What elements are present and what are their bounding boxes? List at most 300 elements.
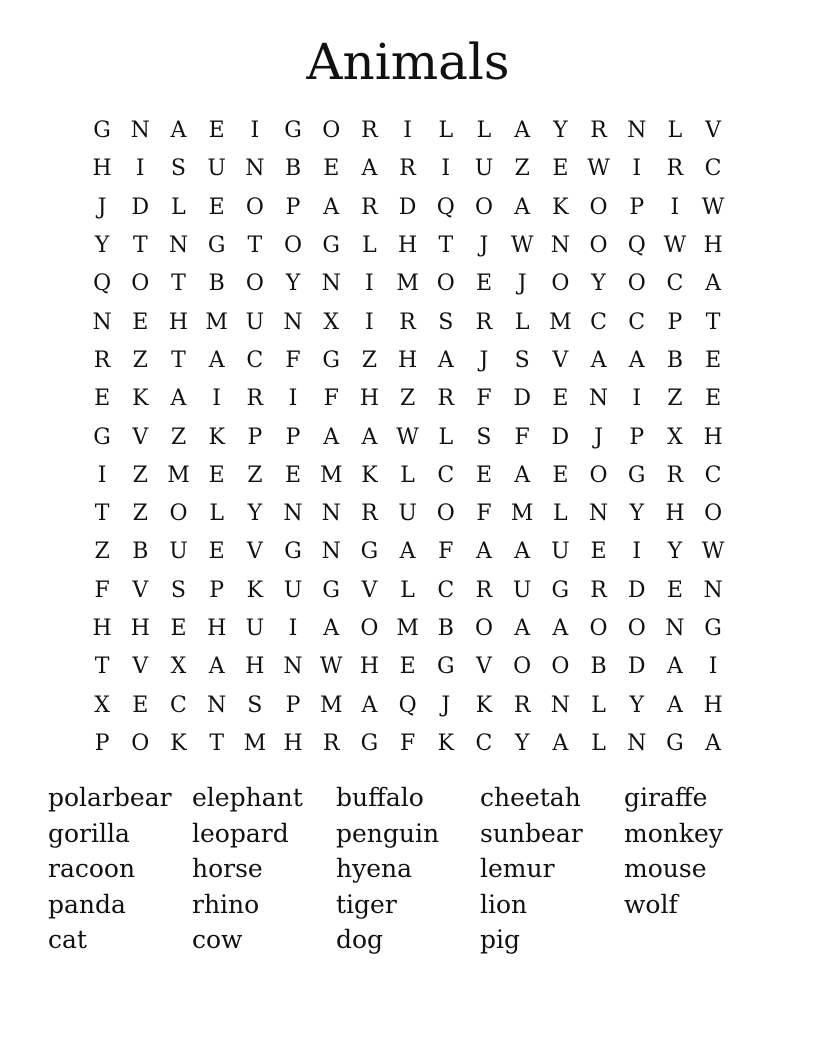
word-list-item: gorilla	[48, 818, 130, 848]
grid-letter: T	[705, 309, 721, 335]
grid-letter: I	[288, 386, 298, 412]
grid-letter: L	[362, 233, 377, 259]
grid-letter: O	[131, 271, 150, 297]
grid-letter: M	[167, 462, 190, 488]
grid-letter: H	[207, 616, 227, 641]
grid-letter: A	[590, 347, 607, 373]
grid-letter: A	[323, 424, 340, 450]
grid-letter: O	[245, 271, 264, 297]
grid-letter: S	[514, 347, 530, 373]
grid-letter: N	[321, 271, 341, 297]
grid-letter: U	[169, 539, 188, 565]
grid-letter: J	[594, 424, 603, 450]
grid-letter: I	[708, 654, 718, 680]
grid-letter: K	[246, 577, 264, 603]
grid-letter: C	[704, 156, 722, 182]
grid-letter: A	[705, 730, 722, 756]
grid-letter: L	[591, 692, 606, 718]
grid-letter: N	[665, 616, 685, 641]
grid-letter: E	[590, 539, 607, 565]
grid-letter: F	[399, 730, 416, 756]
grid-letter: W	[701, 539, 725, 565]
grid-letter: U	[512, 577, 532, 603]
grid-letter: V	[132, 577, 149, 603]
grid-letter: T	[209, 730, 224, 756]
grid-letter: I	[250, 118, 260, 144]
grid-letter: R	[666, 156, 684, 182]
grid-letter: H	[703, 424, 723, 450]
word-list-item: wolf	[624, 889, 678, 919]
grid-letter: A	[323, 194, 340, 220]
grid-letter: W	[663, 233, 687, 259]
word-list-item: elephant	[192, 783, 303, 812]
grid-letter: H	[703, 233, 723, 259]
word-list-item: giraffe	[624, 783, 708, 812]
grid-letter: P	[247, 424, 263, 450]
grid-letter: T	[171, 347, 186, 373]
grid-letter: L	[514, 309, 530, 335]
grid-letter: G	[627, 462, 646, 488]
grid-letter: I	[403, 118, 412, 144]
grid-letter: P	[285, 424, 301, 450]
grid-letter: E	[552, 462, 569, 488]
grid-letter: Z	[94, 539, 110, 565]
grid-letter: E	[552, 386, 569, 412]
grid-letter: F	[323, 386, 339, 412]
letter-grid	[83, 112, 732, 763]
grid-letter: A	[361, 692, 378, 718]
grid-letter: P	[94, 730, 110, 756]
grid-letter: D	[551, 424, 570, 450]
word-list-item: mouse	[624, 854, 707, 883]
grid-letter: R	[399, 156, 416, 182]
grid-letter: B	[590, 654, 607, 680]
grid-letter: S	[438, 309, 454, 335]
grid-letter: O	[322, 118, 341, 144]
grid-letter: E	[552, 156, 569, 182]
grid-letter: G	[666, 730, 684, 756]
grid-letter: H	[92, 156, 112, 182]
grid-letter: Y	[247, 501, 263, 527]
grid-letter: A	[628, 347, 645, 373]
grid-letter: I	[632, 156, 642, 182]
grid-letter: Q	[436, 194, 455, 220]
grid-letter: H	[359, 654, 379, 680]
grid-letter: H	[398, 347, 418, 373]
grid-letter: T	[247, 233, 263, 259]
grid-letter: Y	[629, 692, 644, 718]
grid-letter: C	[246, 347, 264, 373]
grid-letter: G	[284, 118, 302, 144]
word-list-item: hyena	[336, 854, 413, 883]
grid-letter: O	[169, 501, 188, 527]
word-list-item: rhino	[192, 889, 260, 919]
grid-letter: N	[130, 118, 150, 144]
grid-letter: O	[360, 616, 379, 641]
grid-letter: R	[361, 118, 378, 144]
grid-letter: E	[208, 462, 225, 488]
grid-letter: A	[514, 118, 531, 144]
grid-letter: O	[704, 501, 723, 527]
grid-letter: L	[476, 118, 492, 144]
grid-letter: K	[437, 730, 454, 756]
grid-letter: X	[170, 654, 187, 680]
grid-letter: B	[666, 347, 683, 373]
grid-letter: A	[514, 616, 531, 641]
grid-letter: O	[627, 616, 646, 641]
grid-letter: P	[285, 692, 301, 718]
grid-letter: R	[590, 118, 607, 144]
word-list-item: cow	[192, 925, 243, 954]
grid-letter: B	[208, 271, 225, 297]
grid-letter: W	[701, 194, 725, 220]
grid-letter: F	[285, 347, 301, 373]
word-list-item: lion	[480, 889, 528, 919]
grid-letter: L	[400, 577, 415, 603]
grid-letter: N	[283, 654, 303, 680]
grid-letter: M	[396, 271, 419, 297]
grid-letter: V	[132, 424, 149, 450]
grid-letter: Q	[627, 233, 646, 259]
grid-letter: L	[438, 118, 454, 144]
grid-letter: Z	[667, 386, 683, 412]
grid-letter: H	[245, 654, 265, 680]
grid-letter: I	[288, 616, 298, 641]
grid-letter: A	[666, 654, 683, 680]
grid-letter: Z	[132, 462, 148, 488]
grid-letter: K	[170, 730, 187, 756]
grid-letter: A	[514, 539, 531, 565]
grid-letter: L	[667, 118, 683, 144]
grid-letter: H	[168, 309, 189, 335]
word-list-item: monkey	[624, 818, 723, 848]
grid-letter: L	[438, 424, 454, 450]
grid-letter: D	[627, 654, 646, 680]
grid-letter: S	[170, 156, 186, 182]
grid-letter: B	[437, 616, 454, 641]
grid-letter: N	[207, 692, 227, 718]
grid-letter: D	[131, 194, 150, 220]
grid-letter: C	[475, 730, 493, 756]
grid-letter: W	[587, 156, 610, 182]
grid-letter: N	[92, 309, 112, 335]
word-list-item: lemur	[480, 854, 555, 883]
grid-letter: S	[170, 577, 186, 603]
grid-letter: K	[552, 194, 569, 220]
grid-letter: R	[361, 194, 378, 220]
grid-letter: P	[667, 309, 683, 335]
grid-letter: A	[514, 462, 531, 488]
grid-letter: G	[436, 654, 455, 680]
grid-letter: K	[208, 424, 225, 450]
grid-letter: C	[590, 309, 607, 335]
grid-letter: E	[705, 347, 722, 373]
grid-letter: D	[627, 577, 646, 603]
grid-letter: A	[476, 539, 492, 565]
grid-letter: O	[245, 194, 264, 220]
grid-letter: E	[475, 271, 492, 297]
grid-letter: R	[590, 577, 607, 603]
grid-letter: I	[97, 462, 107, 488]
grid-letter: E	[323, 156, 340, 182]
grid-letter: O	[131, 730, 150, 756]
grid-letter: W	[510, 233, 534, 259]
grid-letter: C	[666, 271, 684, 297]
grid-letter: R	[513, 692, 531, 718]
grid-letter: M	[243, 730, 267, 756]
grid-letter: G	[93, 424, 111, 450]
grid-letter: A	[514, 194, 531, 220]
grid-letter: Y	[285, 271, 301, 297]
grid-letter: M	[205, 309, 228, 335]
grid-letter: A	[170, 386, 187, 412]
grid-letter: I	[632, 539, 642, 565]
grid-letter: T	[132, 233, 148, 259]
page-title: Animals	[306, 33, 510, 91]
grid-letter: A	[361, 156, 378, 182]
grid-letter: N	[627, 118, 647, 144]
word-list-item: horse	[192, 854, 263, 883]
grid-letter: W	[396, 424, 419, 450]
grid-letter: Z	[170, 424, 187, 450]
grid-letter: N	[283, 309, 303, 335]
grid-letter: L	[553, 501, 568, 527]
grid-letter: K	[132, 386, 149, 412]
grid-letter: W	[319, 654, 343, 680]
grid-letter: O	[474, 616, 493, 641]
grid-letter: R	[93, 347, 111, 373]
grid-letter: V	[552, 347, 569, 373]
grid-letter: O	[551, 271, 570, 297]
grid-letter: M	[510, 501, 534, 527]
word-list-item: sunbear	[480, 818, 583, 848]
grid-letter: V	[705, 118, 722, 144]
grid-letter: A	[208, 654, 225, 680]
word-list-item: penguin	[336, 818, 440, 848]
grid-letter: E	[475, 462, 492, 488]
grid-letter: Y	[514, 730, 530, 756]
grid-letter: A	[705, 271, 722, 297]
grid-letter: Y	[94, 233, 110, 259]
grid-letter: Z	[514, 156, 530, 182]
grid-letter: J	[479, 233, 489, 259]
grid-letter: R	[361, 501, 378, 527]
grid-letter: Q	[398, 692, 417, 718]
grid-letter: C	[437, 462, 455, 488]
grid-letter: O	[627, 271, 646, 297]
grid-letter: E	[132, 692, 149, 718]
grid-letter: R	[322, 730, 340, 756]
grid-letter: G	[704, 616, 722, 641]
grid-letter: E	[94, 386, 111, 412]
grid-letter: U	[207, 156, 226, 182]
grid-letter: G	[322, 577, 340, 603]
grid-letter: G	[93, 118, 111, 144]
word-list-item: tiger	[336, 889, 397, 919]
grid-letter: I	[670, 194, 680, 220]
grid-letter: N	[321, 539, 341, 565]
grid-letter: N	[168, 233, 189, 259]
grid-letter: A	[552, 616, 569, 641]
grid-letter: C	[704, 462, 722, 488]
grid-letter: D	[513, 386, 531, 412]
grid-letter: A	[323, 616, 340, 641]
grid-letter: T	[94, 654, 110, 680]
grid-letter: P	[629, 424, 645, 450]
grid-letter: L	[591, 730, 606, 756]
word-list-item: panda	[48, 889, 126, 919]
word-list-item: dog	[336, 925, 384, 954]
word-list-item: buffalo	[336, 783, 424, 812]
grid-letter: M	[549, 309, 572, 335]
grid-letter: Z	[361, 347, 378, 373]
grid-letter: R	[475, 309, 493, 335]
grid-letter: X	[667, 424, 683, 450]
grid-letter: G	[207, 233, 226, 259]
grid-letter: C	[628, 309, 646, 335]
grid-letter: G	[284, 539, 302, 565]
grid-letter: N	[283, 501, 303, 527]
grid-letter: Z	[247, 462, 263, 488]
grid-letter: U	[398, 501, 417, 527]
grid-letter: U	[474, 156, 494, 182]
grid-letter: O	[436, 271, 455, 297]
grid-letter: N	[245, 156, 265, 182]
grid-letter: G	[551, 577, 570, 603]
grid-letter: M	[396, 616, 419, 641]
grid-letter: D	[398, 194, 417, 220]
grid-letter: U	[245, 616, 265, 641]
word-list	[48, 780, 768, 958]
grid-letter: N	[550, 692, 570, 718]
word-list-item: cat	[48, 925, 87, 954]
grid-letter: A	[170, 118, 187, 144]
grid-letter: Y	[667, 539, 683, 565]
grid-letter: B	[132, 539, 149, 565]
grid-letter: N	[703, 577, 723, 603]
grid-letter: A	[361, 424, 378, 450]
grid-letter: O	[589, 194, 608, 220]
grid-letter: J	[97, 194, 107, 220]
grid-letter: O	[474, 194, 493, 220]
grid-letter: A	[552, 730, 569, 756]
grid-letter: T	[94, 501, 110, 527]
grid-letter: U	[551, 539, 570, 565]
grid-letter: Y	[591, 271, 606, 297]
grid-letter: G	[360, 730, 379, 756]
word-list-item: cheetah	[480, 783, 581, 812]
grid-letter: Z	[399, 386, 416, 412]
grid-letter: V	[361, 577, 378, 603]
grid-letter: E	[399, 654, 416, 680]
grid-letter: E	[170, 616, 187, 641]
grid-letter: O	[436, 501, 455, 527]
grid-letter: T	[438, 233, 454, 259]
grid-letter: H	[92, 616, 112, 641]
grid-letter: N	[588, 386, 609, 412]
grid-letter: O	[284, 233, 303, 259]
grid-letter: I	[441, 156, 451, 182]
grid-letter: Z	[132, 347, 148, 373]
grid-letter: K	[475, 692, 493, 718]
grid-letter: O	[551, 654, 570, 680]
grid-letter: O	[589, 233, 608, 259]
grid-letter: O	[513, 654, 532, 680]
grid-letter: S	[247, 692, 263, 718]
grid-letter: N	[550, 233, 570, 259]
grid-letter: E	[666, 577, 683, 603]
grid-letter: R	[437, 386, 455, 412]
word-list-item: polarbear	[48, 783, 172, 812]
grid-letter: V	[132, 654, 149, 680]
grid-letter: C	[437, 577, 455, 603]
grid-letter: V	[476, 654, 492, 680]
grid-letter: Q	[93, 271, 112, 297]
grid-letter: H	[703, 692, 723, 718]
grid-letter: Y	[553, 118, 568, 144]
grid-letter: L	[209, 501, 224, 527]
grid-letter: P	[209, 577, 225, 603]
word-list-item: racoon	[48, 854, 136, 883]
grid-letter: K	[361, 462, 378, 488]
grid-letter: E	[132, 309, 149, 335]
grid-letter: N	[627, 730, 647, 756]
grid-letter: E	[208, 539, 225, 565]
grid-letter: G	[360, 539, 379, 565]
grid-letter: M	[319, 692, 343, 718]
grid-letter: A	[666, 692, 683, 718]
grid-letter: I	[135, 156, 145, 182]
grid-letter: S	[476, 424, 492, 450]
grid-letter: N	[588, 501, 609, 527]
grid-letter: G	[322, 233, 340, 259]
grid-letter: H	[398, 233, 418, 259]
grid-letter: C	[170, 692, 187, 718]
grid-letter: F	[94, 577, 110, 603]
grid-letter: J	[479, 347, 489, 373]
grid-letter: J	[441, 692, 451, 718]
grid-letter: F	[476, 501, 492, 527]
grid-letter: P	[285, 194, 301, 220]
grid-letter: R	[666, 462, 684, 488]
grid-letter: E	[705, 386, 722, 412]
grid-letter: V	[246, 539, 263, 565]
grid-letter: F	[438, 539, 454, 565]
grid-letter: J	[517, 271, 527, 297]
grid-letter: M	[319, 462, 343, 488]
grid-letter: H	[359, 386, 379, 412]
grid-letter: F	[514, 424, 530, 450]
grid-letter: H	[665, 501, 685, 527]
grid-letter: H	[283, 730, 303, 756]
grid-letter: H	[130, 616, 150, 641]
word-list-item: leopard	[192, 818, 289, 848]
grid-letter: X	[94, 692, 110, 718]
grid-letter: L	[171, 194, 186, 220]
grid-letter: P	[629, 194, 645, 220]
grid-letter: O	[589, 616, 608, 641]
grid-letter: I	[365, 309, 374, 335]
grid-letter: A	[437, 347, 454, 373]
word-list-item: pig	[480, 925, 521, 954]
grid-letter: E	[208, 118, 225, 144]
grid-letter: G	[322, 347, 340, 373]
grid-letter: R	[475, 577, 493, 603]
grid-letter: I	[632, 386, 642, 412]
grid-letter: E	[208, 194, 225, 220]
grid-letter: E	[285, 462, 302, 488]
grid-letter: I	[365, 271, 374, 297]
